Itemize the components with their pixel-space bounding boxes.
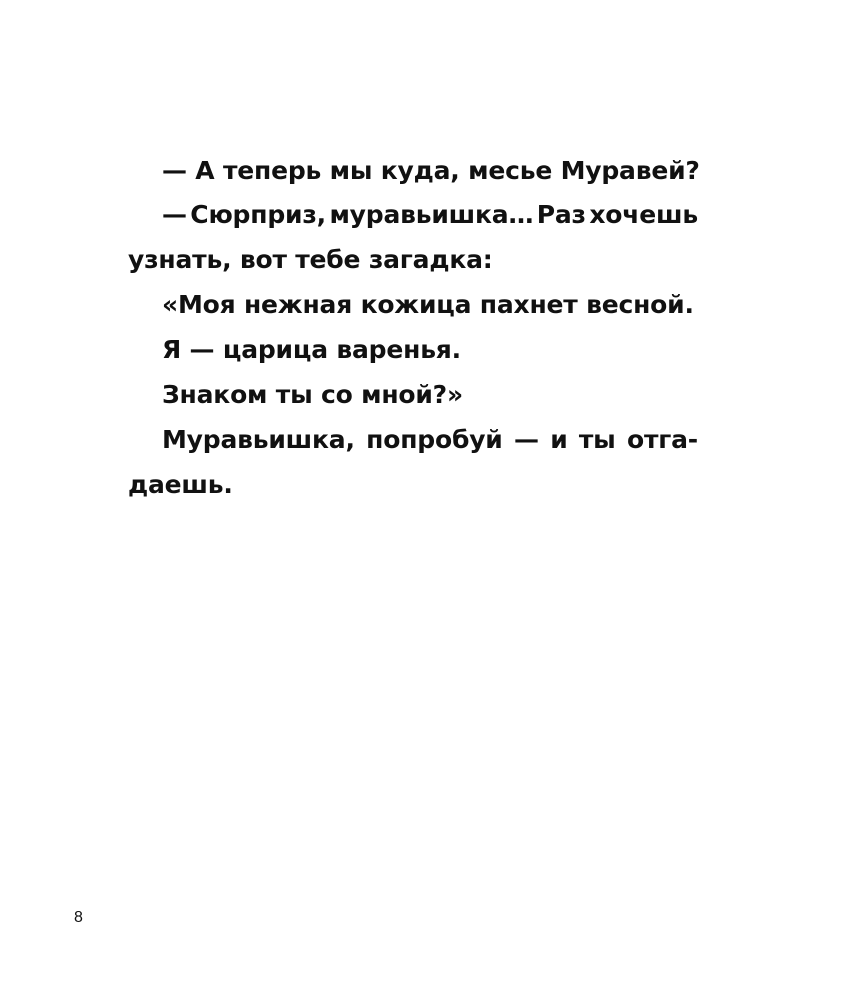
word: отга- (626, 425, 698, 454)
text-line: даешь. (128, 470, 233, 499)
text-line: «Моя нежная кожица пахнет весной. (162, 290, 694, 319)
word: Сюрприз, (190, 200, 326, 229)
text-line: Я — царица варенья. (162, 335, 461, 364)
text-line (162, 198, 698, 232)
word: — (162, 200, 187, 229)
text-line: узнать, вот тебе загадка: (128, 245, 493, 274)
word: и (550, 425, 568, 454)
word: — (514, 425, 539, 454)
word: хочешь (589, 200, 698, 229)
page-number: 8 (74, 909, 83, 926)
text-line (162, 423, 698, 457)
word: Муравьишка, (162, 425, 355, 454)
word: ты (578, 425, 616, 454)
word: Раз (536, 200, 586, 229)
word: попробуй (366, 425, 503, 454)
word: муравьишка… (329, 200, 534, 229)
text-line: Знаком ты со мной?» (162, 380, 463, 409)
text-line: — А теперь мы куда, месье Муравей? (162, 156, 700, 185)
